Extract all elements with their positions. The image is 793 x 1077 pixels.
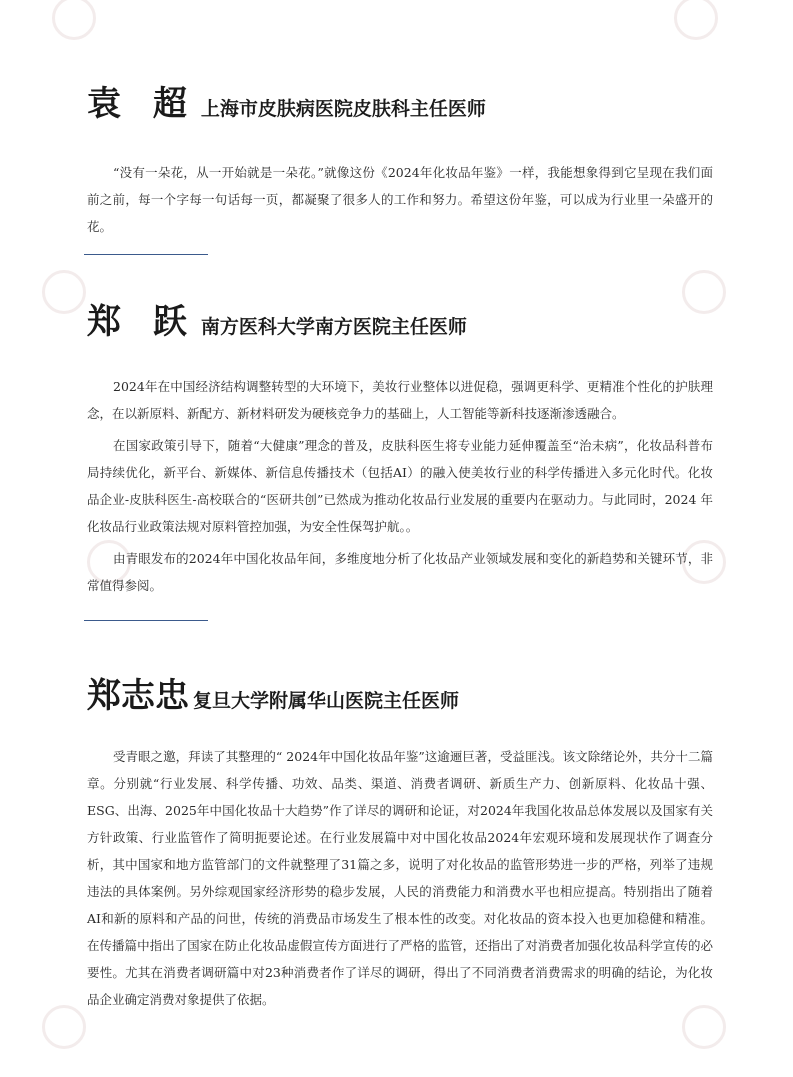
section-heading (87, 76, 713, 125)
watermark-logo (20, 1005, 86, 1053)
section-zheng-zhizhong (87, 668, 713, 1018)
section-heading (87, 294, 713, 343)
watermark-logo (30, 0, 96, 44)
paragraph: “没有一朵花，从一开始就是一朵花。”就像这份《2024年化妆品年鉴》一样，我能想象得到它呈现在我们面前之前，每一个字每一句话每一页，都凝聚了很多人的工作和努力。希望这份年鉴，可以成为行业里一朵盛开的花。 (87, 165, 713, 234)
paragraph: 由青眼发布的2024年中国化妆品年间，多维度地分析了化妆品产业领域发展和变化的新趋势和关键环节，非常值得参阅。 (87, 551, 713, 593)
person-title: 南方医科大学南方医院主任医师 (200, 316, 467, 338)
paragraph: 2024年在中国经济结构调整转型的大环境下，美妆行业整体以进促稳，强调更科学、更精准个性化的护肤理念，在以新原料、新配方、新材料研发为硬核竞争力的基础上，人工智能等新科技逐渐渗透融合。 (87, 379, 713, 421)
person-title: 复旦大学附属华山医院主任医师 (193, 690, 460, 712)
paragraph: 在国家政策引导下，随着“大健康”理念的普及，皮肤科医生将专业能力延伸覆盖至“治未病”，化妆品科普布局持续优化，新平台、新媒体、新信息传播技术（包括AI）的融入使美妆行业的科学传播进入多元化时代。化妆品企业-皮肤科医生-高校联合的“医研共创”已然成为推动化妆品行业发展的重要内在驱动力。与此同时，2024 年化妆品行业政策法规对原料管控加强，为安全性保驾护航。。 (87, 438, 713, 534)
watermark-logo (652, 0, 718, 44)
person-name: 袁 超 (87, 84, 197, 124)
paragraph: 受青眼之邀，拜读了其整理的“ 2024年中国化妆品年鉴”这逾逦巨著，受益匪浅。该文除绪论外，共分十二篇章。分别就“行业发展、科学传播、功效、品类、渠道、消费者调研、新质生产力、创新原料、化妆品十强、ESG、出海、2025年中国化妆品十大趋势”作了详尽的调研和论证，对2024年我国化妆品总体发展以及国家有关方针政策、行业监管作了简明扼要论述。在行业发展篇中对中国化妆品2024年宏观环境和发展现状作了调查分析，其中国家和地方监管部门的文件就整理了31篇之多，说明了对化妆品的监管形势进一步的严格，列举了违规违法的具体案例。另外综观国家经济形势的稳步发展，人民的消费能力和消费水平也相应提高。特别指出了随着AI和新的原料和产品的问世，传统的消费品市场发生了根本性的改变。对化妆品的资本投入也更加稳健和精准。在传播篇中指出了国家在防止化妆品虚假宣传方面进行了严格的监管，还指出了对消费者加强化妆品科学宣传的必要性。尤其在消费者调研篇中对23种消费者作了详尽的调研，得出了不同消费者消费需求的明确的结论，为化妆品企业确定消费对象提供了依据。 (87, 749, 713, 1007)
person-name: 郑志忠 (87, 676, 189, 716)
section-heading (87, 668, 713, 717)
section-divider (84, 254, 208, 255)
section-divider (84, 620, 208, 621)
person-name: 郑 跃 (87, 302, 197, 342)
watermark-logo (20, 270, 86, 318)
person-title: 上海市皮肤病医院皮肤科主任医师 (200, 98, 486, 120)
section-zheng-yue (87, 294, 713, 604)
section-yuan-chao (87, 76, 713, 245)
